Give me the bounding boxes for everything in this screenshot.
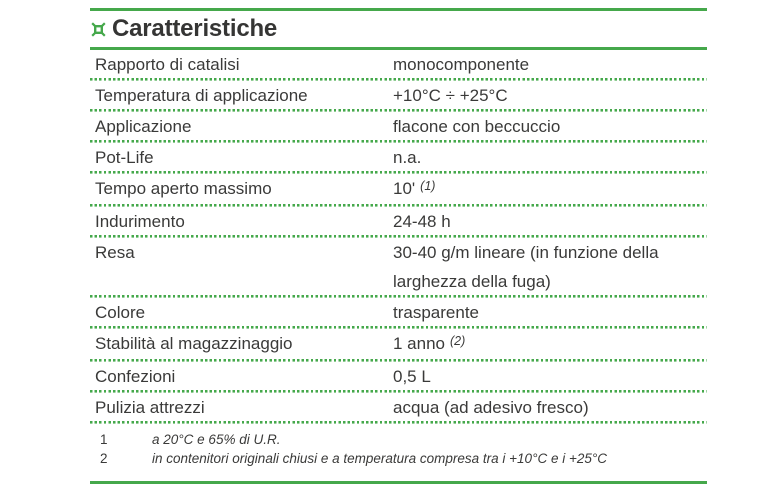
row-value-text: acqua (ad adesivo fresco) — [393, 398, 589, 417]
section-header — [90, 11, 707, 47]
row-label: Rapporto di catalisi — [95, 55, 240, 74]
row-value-text: 24-48 h — [393, 212, 451, 231]
row-value-text: 0,5 L — [393, 367, 431, 386]
row-value-text: 1 anno — [393, 334, 445, 353]
footnote-marker: 1 — [100, 432, 108, 447]
characteristics-table — [90, 50, 707, 424]
table-row — [90, 329, 707, 362]
row-value — [393, 238, 707, 298]
row-value-text: 10' — [393, 179, 416, 198]
table-row — [90, 362, 707, 393]
row-value — [393, 207, 707, 238]
footnote-text: in contenitori originali chiusi e a temperatura compresa tra i +10°C e i +25°C — [152, 451, 608, 466]
row-label: Pulizia attrezzi — [95, 398, 205, 417]
row-label: Resa — [95, 243, 135, 262]
row-value-text: monocomponente — [393, 55, 530, 74]
row-label: Temperatura di applicazione — [95, 86, 308, 105]
row-value — [393, 362, 707, 393]
row-label: Stabilità al magazzinaggio — [95, 334, 293, 353]
row-label: Confezioni — [95, 367, 176, 386]
table-row — [90, 143, 707, 174]
row-value-text: 30-40 g/m lineare (in funzione della larghezza della fuga) — [393, 243, 659, 291]
footnote — [90, 430, 707, 449]
table-row — [90, 81, 707, 112]
row-label: Applicazione — [95, 117, 192, 136]
footnotes — [90, 430, 707, 468]
row-value — [393, 329, 707, 362]
row-note-ref: (1) — [420, 179, 436, 193]
table-row — [90, 207, 707, 238]
row-value-text: n.a. — [393, 148, 422, 167]
row-value-text: +10°C ÷ +25°C — [393, 86, 508, 105]
footnote-marker: 2 — [100, 451, 108, 466]
row-label: Colore — [95, 303, 146, 322]
datasheet-section — [90, 8, 707, 484]
row-label: Tempo aperto massimo — [95, 179, 272, 198]
row-label: Pot-Life — [95, 148, 154, 167]
row-value — [393, 393, 707, 424]
row-value — [393, 50, 707, 81]
table-row — [90, 238, 707, 298]
table-row — [90, 393, 707, 424]
table-row — [90, 112, 707, 143]
section-bullet-icon — [91, 22, 106, 37]
row-value — [393, 81, 707, 112]
table-row — [90, 174, 707, 207]
row-value — [393, 112, 707, 143]
row-value — [393, 143, 707, 174]
table-row — [90, 50, 707, 81]
section-title: Caratteristiche — [112, 15, 278, 42]
row-value — [393, 298, 707, 329]
footnote-text: a 20°C e 65% di U.R. — [152, 432, 281, 447]
row-value-text: trasparente — [393, 303, 479, 322]
row-label: Indurimento — [95, 212, 185, 231]
footnote — [90, 449, 707, 468]
row-value — [393, 174, 707, 207]
table-row — [90, 298, 707, 329]
row-value-text: flacone con beccuccio — [393, 117, 561, 136]
row-note-ref: (2) — [450, 334, 466, 348]
